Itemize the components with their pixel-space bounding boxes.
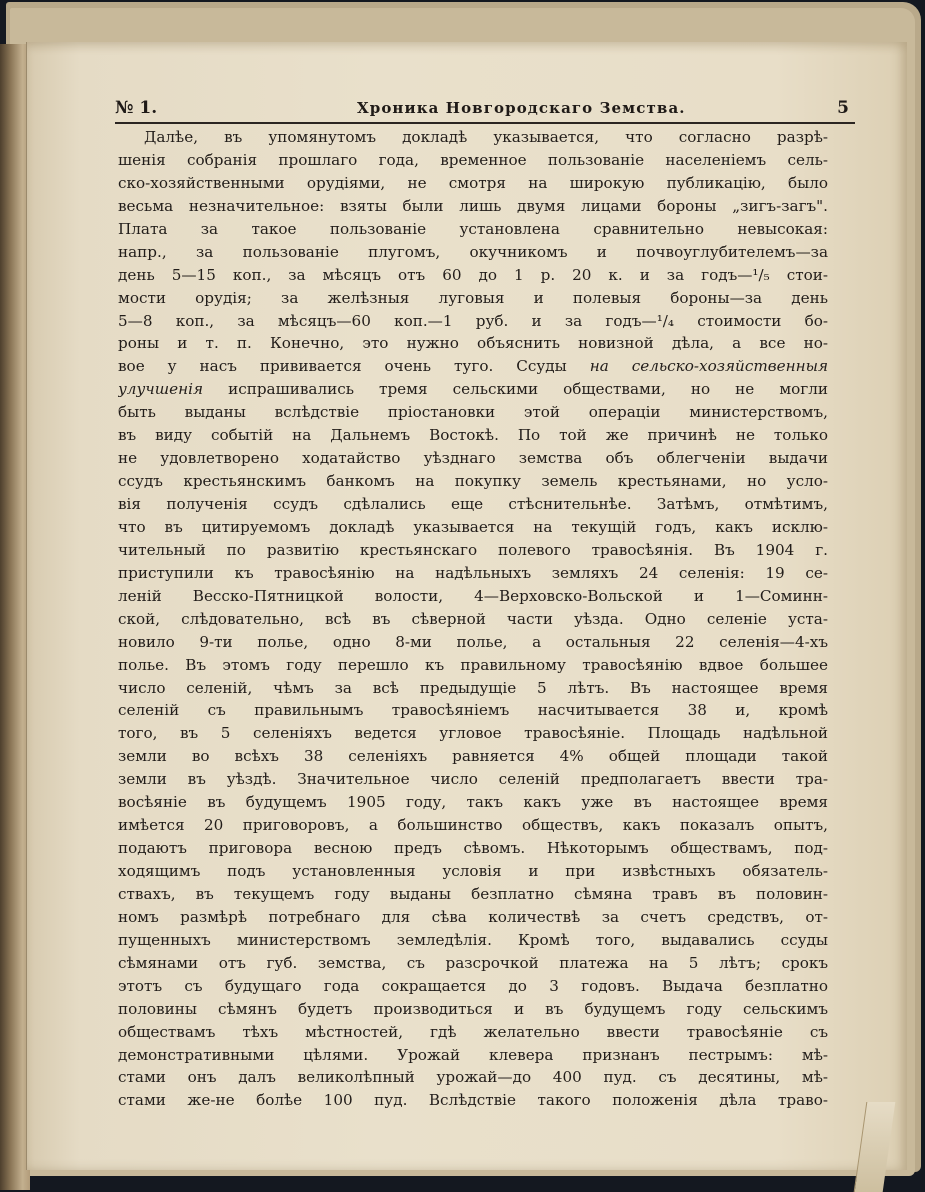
- text-line: [118, 1044, 828, 1067]
- text-segment: полье. Въ этомъ году перешло къ правильному травосѣянію вдвое большее: [118, 655, 828, 674]
- text-segment: приступили къ травосѣянію на надѣльныхъ земляхъ 24 селенія: 19 се-: [118, 563, 828, 582]
- text-line: [118, 699, 828, 722]
- text-line: [118, 952, 828, 975]
- text-line: [118, 195, 828, 218]
- text-segment: напр., за пользованіе плугомъ, окучникомъ и почвоуглубителемъ—за: [118, 242, 828, 261]
- text-segment: Плата за такое пользованіе установлена сравнительно невысокая:: [118, 219, 828, 238]
- text-segment: день 5—15 коп., за мѣсяцъ отъ 60 до 1 р. 20 к. и за годъ—¹/₅ стои-: [118, 265, 828, 284]
- text-line: [118, 562, 828, 585]
- text-segment: восѣяніе въ будущемъ 1905 году, такъ какъ уже въ настоящее время: [118, 793, 828, 812]
- text-segment: земли во всѣхъ 38 селеніяхъ равняется 4% общей площади такой: [118, 747, 828, 766]
- text-segment: быть выданы вслѣдствіе пріостановки этой операціи министерствомъ,: [118, 403, 828, 422]
- text-line: [118, 1021, 828, 1044]
- text-line: [118, 126, 828, 149]
- text-line: [118, 975, 828, 998]
- text-line: [118, 218, 828, 241]
- text-segment: половины сѣмянъ будетъ производиться и въ будущемъ году сельскимъ: [118, 999, 828, 1018]
- text-line: [118, 608, 828, 631]
- running-header: [115, 92, 855, 124]
- text-line: [118, 768, 828, 791]
- text-segment: ско-хозяйственными орудіями, не смотря на широкую публикацію, было: [118, 173, 828, 192]
- text-line: [118, 814, 828, 837]
- text-line: [118, 241, 828, 264]
- text-line: [118, 287, 828, 310]
- text-segment: номъ размѣрѣ потребнаго для сѣва количествѣ за счетъ средствъ, от-: [118, 907, 828, 926]
- text-line: [118, 631, 828, 654]
- text-line: [118, 447, 828, 470]
- text-segment: не удовлетворено ходатайство уѣзднаго земства объ облегченіи выдачи: [118, 449, 828, 468]
- text-segment: леній Весско-Пятницкой волости, 4—Верховско-Вольской и 1—Соминн-: [118, 586, 828, 605]
- text-segment: весьма незначительное: взяты были лишь двумя лицами бороны „зигъ-загъ".: [118, 196, 828, 215]
- text-segment: пущенныхъ министерствомъ земледѣлія. Кромѣ того, выдавались ссуды: [118, 930, 828, 949]
- text-segment: число селеній, чѣмъ за всѣ предыдущіе 5 лѣтъ. Въ настоящее время: [118, 678, 828, 697]
- text-segment: новило 9-ти полье, одно 8-ми полье, а остальныя 22 селенія—4-хъ: [118, 632, 828, 651]
- text-line: [118, 149, 828, 172]
- text-line: [118, 516, 828, 539]
- text-segment: стами же-не болѣе 100 пуд. Вслѣдствіе такого положенія дѣла траво-: [118, 1091, 828, 1110]
- text-line: [118, 1089, 828, 1112]
- issue-number: № 1.: [115, 98, 158, 118]
- text-line: [118, 677, 828, 700]
- text-line: [118, 355, 828, 378]
- text-line: [118, 585, 828, 608]
- text-line: [118, 493, 828, 516]
- text-line: [118, 378, 828, 401]
- text-line: [118, 401, 828, 424]
- text-segment: земли въ уѣздѣ. Значительное число селеній предполагаетъ ввести тра-: [118, 770, 828, 789]
- text-line: [118, 264, 828, 287]
- text-line: [118, 539, 828, 562]
- text-line: [118, 722, 828, 745]
- text-segment: шенія собранія прошлаго года, временное пользованіе населеніемъ сель-: [118, 150, 828, 169]
- text-line: [118, 837, 828, 860]
- text-line: [118, 1066, 828, 1089]
- text-segment: подаютъ приговора весною предъ сѣвомъ. Нѣкоторымъ обществамъ, под-: [118, 839, 828, 858]
- journal-title: Хроника Новгородскаго Земства.: [357, 99, 686, 117]
- text-segment: ствахъ, въ текущемъ году выданы безплатно сѣмяна травъ въ половин-: [118, 884, 828, 903]
- text-segment: сѣмянами отъ губ. земства, съ разсрочкой платежа на 5 лѣтъ; срокъ: [118, 953, 828, 972]
- page-number: 5: [837, 98, 849, 118]
- text-line: [118, 310, 828, 333]
- text-line: [118, 860, 828, 883]
- text-segment: 5—8 коп., за мѣсяцъ—60 коп.—1 руб. и за годъ—¹/₄ стоимости бо-: [118, 311, 828, 330]
- text-segment: вое у насъ прививается очень туго. Ссуды: [118, 357, 590, 376]
- text-line: [118, 883, 828, 906]
- text-segment: имѣется 20 приговоровъ, а большинство обществъ, какъ показалъ опытъ,: [118, 816, 828, 835]
- text-line: [118, 332, 828, 355]
- torn-page-edge: [854, 1102, 896, 1192]
- text-line: [118, 654, 828, 677]
- text-segment: ходящимъ подъ установленныя условія и при извѣстныхъ обязатель-: [118, 862, 828, 880]
- text-segment: обществамъ тѣхъ мѣстностей, гдѣ желательно ввести травосѣяніе съ: [118, 1022, 828, 1041]
- text-line: [118, 424, 828, 447]
- text-segment: Далѣе, въ упомянутомъ докладѣ указывается, что согласно разрѣ-: [144, 128, 828, 146]
- text-segment: въ виду событій на Дальнемъ Востокѣ. По той же причинѣ не только: [118, 426, 828, 445]
- text-segment: стами онъ далъ великолѣпный урожай—до 400 пуд. съ десятины, мѣ-: [118, 1068, 828, 1087]
- text-line: [118, 929, 828, 952]
- text-segment: роны и т. п. Конечно, это нужно объяснить новизной дѣла, а все но-: [118, 334, 828, 353]
- text-segment: чительный по развитію крестьянскаго полевого травосѣянія. Въ 1904 г.: [118, 540, 828, 559]
- text-segment: ской, слѣдовательно, всѣ въ сѣверной части уѣзда. Одно селеніе уста-: [118, 609, 828, 628]
- text-line: [118, 745, 828, 768]
- text-segment: что въ цитируемомъ докладѣ указывается на текущій годъ, какъ исклю-: [118, 517, 828, 536]
- body-text: [118, 126, 828, 1112]
- text-line: [118, 998, 828, 1021]
- text-segment: на сельско-хозяйственныя: [589, 357, 828, 376]
- text-segment: улучшенія: [118, 380, 204, 399]
- text-line: [118, 172, 828, 195]
- text-line: [118, 470, 828, 493]
- text-segment: демонстративными цѣлями. Урожай клевера признанъ пестрымъ: мѣ-: [118, 1045, 828, 1064]
- text-segment: того, въ 5 селеніяхъ ведется угловое травосѣяніе. Площадь надѣльной: [118, 724, 828, 743]
- text-segment: этотъ съ будущаго года сокращается до 3 годовъ. Выдача безплатно: [118, 976, 828, 995]
- text-line: [118, 791, 828, 814]
- text-line: [118, 906, 828, 929]
- text-segment: ссудъ крестьянскимъ банкомъ на покупку земель крестьянами, но усло-: [118, 472, 828, 491]
- text-segment: мости орудія; за желѣзныя луговыя и полевыя бороны—за день: [118, 288, 828, 307]
- text-segment: вія полученія ссудъ сдѣлались еще стѣснительнѣе. Затѣмъ, отмѣтимъ,: [118, 495, 828, 513]
- text-segment: испрашивались тремя сельскими обществами, но не могли: [203, 380, 828, 399]
- text-segment: селеній съ правильнымъ травосѣяніемъ насчитывается 38 и, кромѣ: [118, 701, 828, 720]
